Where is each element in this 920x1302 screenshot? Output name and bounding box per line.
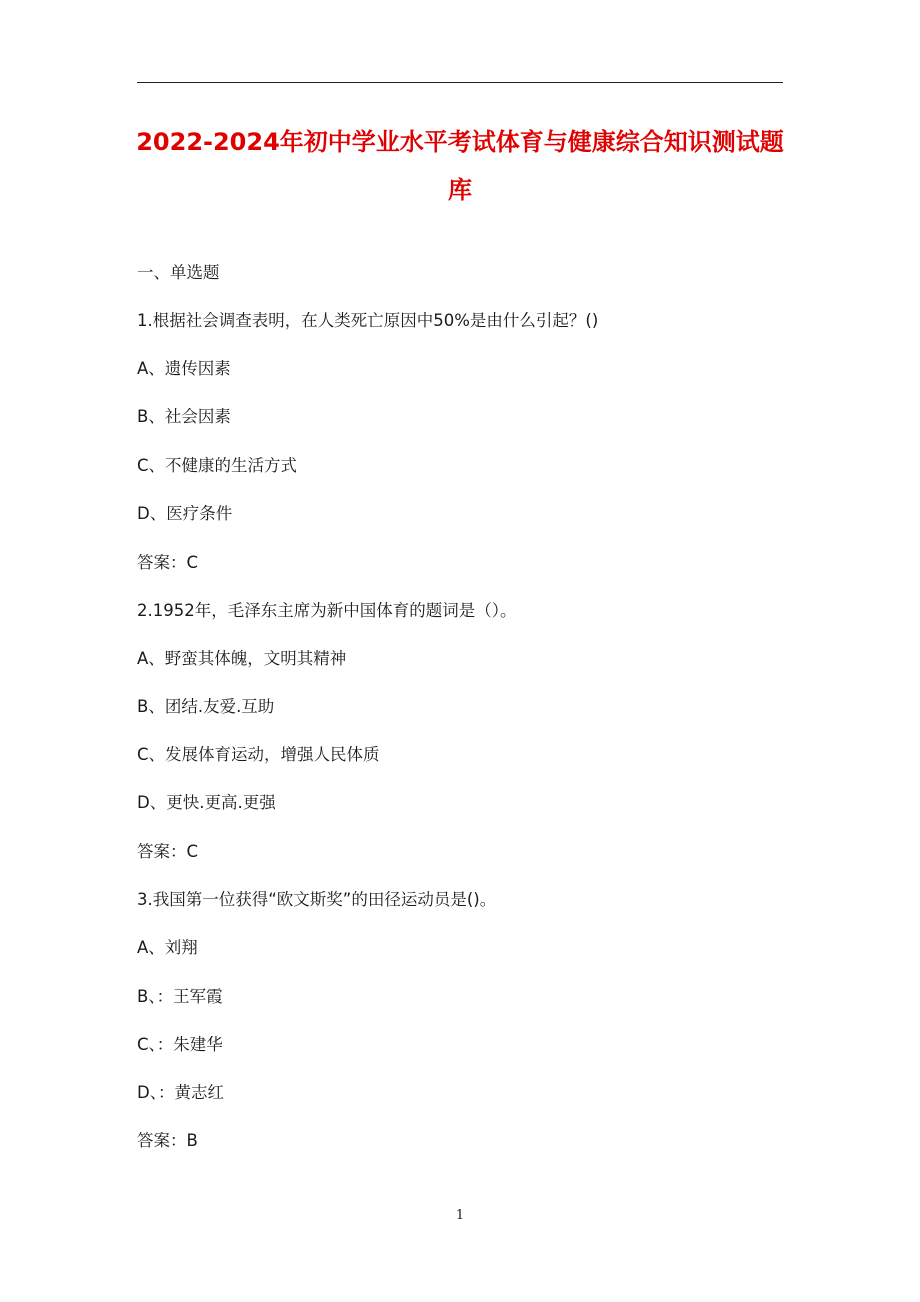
question-3-option-c: C、：朱建华 [137, 1035, 223, 1054]
question-1-option-c: C、不健康的生活方式 [137, 456, 298, 475]
question-3-option-d: D、：黄志红 [137, 1083, 224, 1102]
question-1: 1.根据社会调查表明，在人类死亡原因中50%是由什么引起？() [137, 311, 599, 330]
question-3-answer: 答案：B [137, 1131, 198, 1150]
question-2: 2.1952年，毛泽东主席为新中国体育的题词是（）。 [137, 601, 517, 620]
question-1-answer: 答案：C [137, 553, 199, 572]
header-rule [137, 82, 783, 83]
question-2-answer: 答案：C [137, 842, 199, 861]
question-2-option-a: A、野蛮其体魄，文明其精神 [137, 649, 347, 668]
document-title-line-1: 2022-2024年初中学业水平考试体育与健康综合知识测试题 [136, 128, 784, 156]
question-1-option-b: B、社会因素 [137, 407, 231, 426]
question-1-option-a: A、遗传因素 [137, 359, 231, 378]
question-2-option-c: C、发展体育运动，增强人民体质 [137, 745, 380, 764]
question-3: 3.我国第一位获得“欧文斯奖”的田径运动员是()。 [137, 890, 497, 909]
question-2-option-b: B、团结.友爱.互助 [137, 697, 275, 716]
question-3-option-a: A、刘翔 [137, 938, 198, 957]
question-1-option-d: D、医疗条件 [137, 504, 233, 523]
question-3-option-b: B、：王军霞 [137, 987, 223, 1006]
document-title-line-2: 库 [448, 176, 472, 204]
section-heading: 一、单选题 [137, 263, 220, 282]
question-2-option-d: D、更快.更高.更强 [137, 793, 276, 812]
page-number: 1 [455, 1208, 465, 1223]
